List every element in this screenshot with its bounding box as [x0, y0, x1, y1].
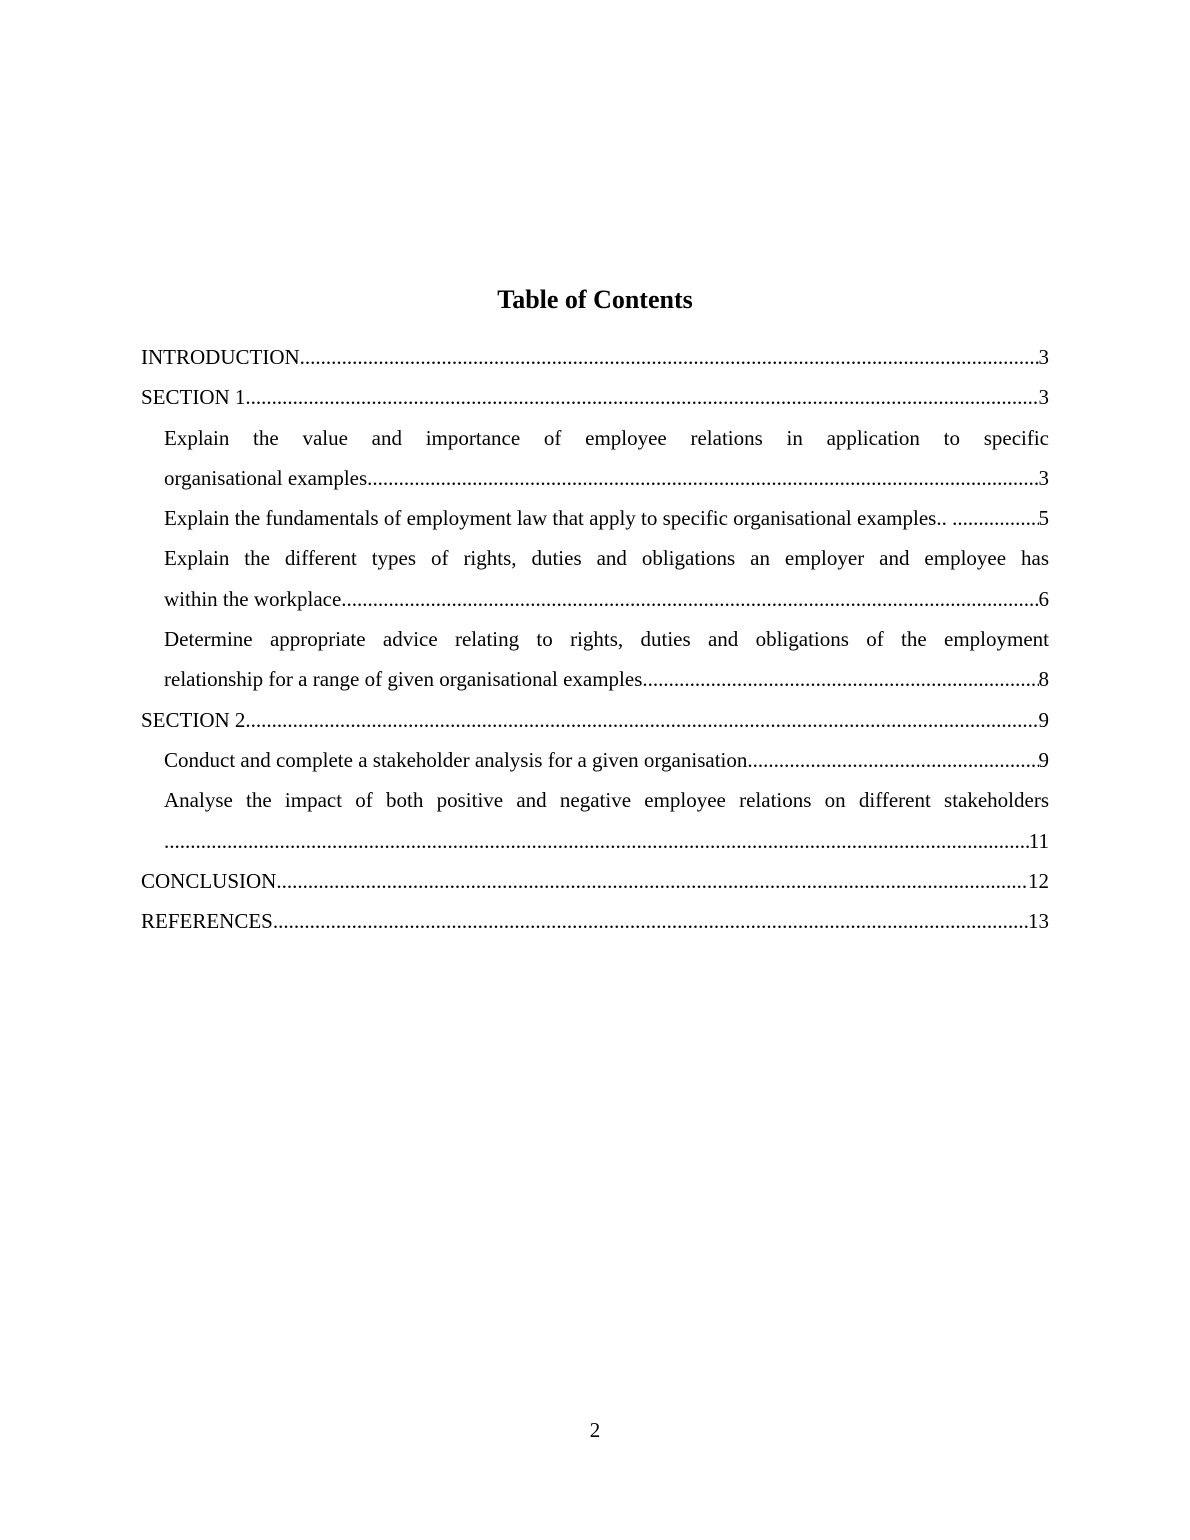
toc-dot-leader — [747, 740, 1038, 780]
toc-entry[interactable] — [164, 619, 1049, 700]
toc-entry-leader-line — [164, 659, 1049, 699]
toc-dot-leader — [952, 498, 1038, 538]
toc-entry[interactable] — [141, 700, 1049, 740]
toc-entry-page-number: 8 — [1038, 667, 1049, 692]
toc-entry-label: within the workplace — [164, 586, 342, 611]
toc-entry-label: relationship for a range of given organisational examples — [164, 667, 643, 692]
toc-entry-page-number: 9 — [1038, 707, 1049, 732]
toc-entry-page-number: 5 — [1038, 506, 1049, 531]
table-of-contents — [141, 337, 1049, 941]
toc-dot-leader — [341, 579, 1038, 619]
toc-entry-leader-line — [141, 861, 1049, 901]
toc-dot-leader — [245, 377, 1038, 417]
toc-dot-leader — [276, 861, 1028, 901]
toc-dot-leader — [164, 821, 1029, 861]
toc-entry-leader-line — [164, 498, 1049, 538]
toc-entry-page-number: 3 — [1038, 345, 1049, 369]
toc-entry-page-number: 9 — [1038, 747, 1049, 772]
toc-dot-leader — [642, 659, 1038, 699]
toc-entry-page-number: 13 — [1028, 909, 1049, 934]
toc-title: Table of Contents — [497, 285, 693, 314]
toc-entry-label: REFERENCES — [141, 909, 273, 934]
toc-dot-leader — [300, 337, 1039, 377]
toc-dot-leader — [273, 901, 1028, 941]
toc-entry[interactable] — [141, 337, 1049, 377]
toc-entry-text-line: Explain the different types of rights, duties and obligations an employer and employee has — [164, 546, 1049, 571]
toc-entry-text-line: Determine appropriate advice relating to rights, duties and obligations of the employment — [164, 627, 1049, 652]
toc-entry-label: SECTION 2 — [141, 707, 246, 732]
toc-entry-page-number: 3 — [1038, 465, 1049, 490]
toc-dot-leader — [245, 700, 1038, 740]
toc-entry-leader-line — [141, 337, 1049, 377]
toc-entry[interactable] — [164, 780, 1049, 861]
toc-entry[interactable] — [164, 538, 1049, 619]
toc-entry-label: Explain the fundamentals of employment law that apply to specific organisational examples.. — [164, 506, 953, 531]
toc-entry-label: organisational examples — [164, 465, 368, 490]
toc-entry[interactable] — [141, 377, 1049, 417]
toc-entry[interactable] — [141, 861, 1049, 901]
toc-entry-leader-line — [141, 901, 1049, 941]
toc-entry-label: SECTION 1 — [141, 385, 246, 410]
toc-entry-leader-line — [164, 740, 1049, 780]
toc-entry-page-number: 6 — [1038, 586, 1049, 611]
toc-entry[interactable] — [164, 418, 1049, 499]
toc-entry-leader-line — [164, 821, 1049, 861]
toc-entry[interactable] — [164, 740, 1049, 780]
toc-entry-label: Conduct and complete a stakeholder analysis for a given organisation — [164, 747, 748, 772]
toc-dot-leader — [367, 458, 1038, 498]
toc-entry-text-line: Explain the value and importance of employee relations in application to specific — [164, 425, 1049, 450]
toc-entry-text-line: Analyse the impact of both positive and negative employee relations on different stakeholders — [164, 788, 1049, 813]
toc-entry-leader-line — [141, 700, 1049, 740]
toc-entry-leader-line — [164, 579, 1049, 619]
toc-entry[interactable] — [164, 498, 1049, 538]
toc-entry-page-number: 11 — [1028, 828, 1049, 853]
toc-entry-leader-line — [141, 377, 1049, 417]
toc-entry-leader-line — [164, 458, 1049, 498]
toc-entry[interactable] — [141, 901, 1049, 941]
toc-entry-label: INTRODUCTION — [141, 345, 300, 369]
page-number: 2 — [589, 1418, 601, 1442]
toc-entry-page-number: 12 — [1028, 868, 1049, 893]
toc-entry-page-number: 3 — [1038, 385, 1049, 410]
toc-entry-label: CONCLUSION — [141, 868, 277, 893]
